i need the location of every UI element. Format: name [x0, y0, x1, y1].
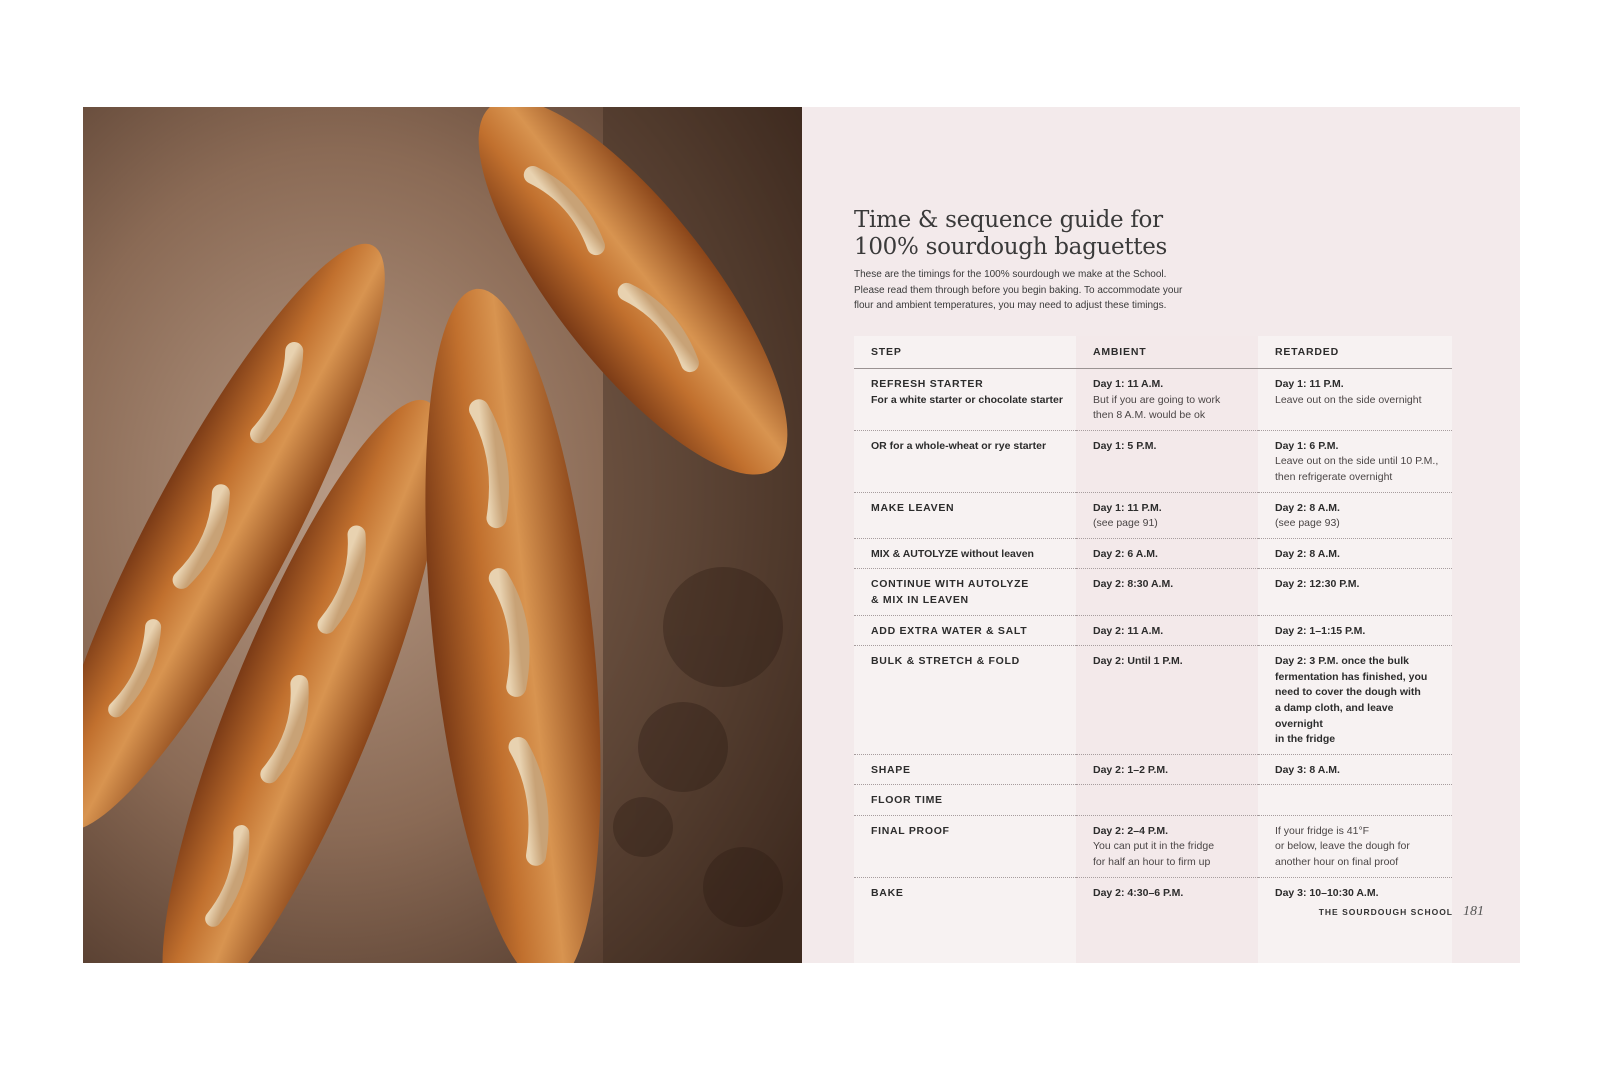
intro-line: Please read them through before you begin baking. To accommodate your [854, 284, 1183, 296]
step-line: BAKE [871, 886, 904, 899]
retarded-line: fermentation has finished, you [1275, 670, 1428, 683]
retarded-line: a damp cloth, and leave overnight [1275, 701, 1394, 730]
retarded-cell [1258, 538, 1452, 569]
book-title: THE SOURDOUGH SCHOOL [1318, 907, 1453, 917]
title-line: 100% sourdough baguettes [854, 234, 1168, 260]
retarded-cell [1258, 646, 1452, 755]
table-row [854, 646, 1452, 755]
ambient-cell [1076, 646, 1258, 755]
step-cell [854, 492, 1076, 538]
table-row [854, 615, 1452, 646]
baguettes-photo [83, 107, 802, 963]
retarded-line: Leave out on the side until 10 P.M., [1275, 455, 1439, 468]
retarded-line: Day 1: 11 P.M. [1275, 378, 1344, 390]
retarded-line: Day 2: 3 P.M. once the bulk [1275, 655, 1410, 668]
step-cell [854, 615, 1076, 646]
retarded-line: in the fridge [1275, 733, 1336, 746]
ambient-cell [1076, 538, 1258, 569]
step-cell [854, 430, 1076, 492]
retarded-line: Day 3: 8 A.M. [1275, 763, 1340, 776]
timing-table-wrapper [854, 336, 1452, 963]
step-cell [854, 538, 1076, 569]
retarded-cell [1258, 569, 1452, 615]
retarded-line: Leave out on the side overnight [1275, 393, 1422, 406]
retarded-cell [1258, 785, 1452, 816]
retarded-line: Day 1: 6 P.M. [1275, 439, 1339, 452]
intro-text [854, 267, 1214, 314]
ambient-line: Day 2: 8:30 A.M. [1093, 578, 1174, 591]
step-cell [854, 754, 1076, 785]
step-line: FLOOR TIME [871, 794, 943, 807]
book-spread [83, 107, 1520, 963]
step-cell [854, 815, 1076, 877]
retarded-line: another hour on final proof [1275, 856, 1399, 869]
ambient-line: Day 2: 2–4 P.M. [1093, 824, 1169, 837]
table-row [854, 785, 1452, 816]
timing-table [854, 336, 1452, 907]
ambient-line: Day 2: 1–2 P.M. [1093, 763, 1169, 776]
intro-line: flour and ambient temperatures, you may need to adjust these timings. [854, 300, 1167, 311]
retarded-cell [1258, 492, 1452, 538]
header-step: STEP [854, 336, 1076, 369]
step-line: & MIX IN LEAVEN [871, 593, 969, 606]
ambient-cell [1076, 369, 1258, 431]
step-line: FINAL PROOF [871, 824, 950, 837]
table-row [854, 538, 1452, 569]
step-line: ADD EXTRA WATER & SALT [871, 624, 1028, 637]
ambient-line: (see page 91) [1093, 517, 1158, 530]
retarded-cell [1258, 754, 1452, 785]
retarded-line: Day 2: 8 A.M. [1275, 501, 1340, 514]
step-cell [854, 369, 1076, 431]
step-line: REFRESH STARTER [871, 378, 984, 390]
step-cell [854, 785, 1076, 816]
retarded-line: need to cover the dough with [1275, 686, 1421, 699]
retarded-line: (see page 93) [1275, 517, 1340, 530]
page-number: 181 [1463, 904, 1484, 919]
page-title [854, 207, 1167, 261]
ambient-line: for half an hour to firm up [1093, 856, 1211, 869]
table-row [854, 369, 1452, 431]
step-cell [854, 877, 1076, 907]
retarded-line: or below, leave the dough for [1275, 840, 1410, 853]
ambient-cell [1076, 815, 1258, 877]
step-line: For a white starter or chocolate starter [871, 393, 1063, 406]
ambient-cell [1076, 492, 1258, 538]
table-row [854, 492, 1452, 538]
ambient-line: Day 2: 11 A.M. [1093, 624, 1164, 637]
ambient-line: Day 1: 11 P.M. [1093, 501, 1162, 514]
ambient-line: Day 1: 11 A.M. [1093, 378, 1164, 390]
intro-line: These are the timings for the 100% sourdough we make at the School. [854, 269, 1167, 280]
retarded-line: If your fridge is 41°F [1275, 824, 1370, 837]
table-row [854, 754, 1452, 785]
page-footer [1319, 904, 1484, 920]
ambient-line: Day 2: 6 A.M. [1093, 547, 1158, 560]
retarded-line: then refrigerate overnight [1275, 470, 1393, 483]
ambient-line: You can put it in the fridge [1093, 840, 1215, 853]
ambient-cell [1076, 877, 1258, 907]
retarded-line: Day 2: 8 A.M. [1275, 547, 1340, 560]
ambient-cell [1076, 430, 1258, 492]
table-row [854, 569, 1452, 615]
header-ambient: AMBIENT [1076, 336, 1258, 369]
retarded-cell [1258, 815, 1452, 877]
ambient-line: But if you are going to work [1093, 393, 1221, 406]
retarded-line: Day 3: 10–10:30 A.M. [1275, 886, 1379, 899]
table-row [854, 430, 1452, 492]
ambient-cell [1076, 615, 1258, 646]
step-line: OR for a whole-wheat or rye starter [871, 439, 1047, 452]
text-page [802, 107, 1520, 963]
retarded-cell [1258, 369, 1452, 431]
step-cell [854, 646, 1076, 755]
retarded-cell [1258, 877, 1452, 907]
retarded-cell [1258, 615, 1452, 646]
ambient-cell [1076, 785, 1258, 816]
ambient-cell [1076, 569, 1258, 615]
retarded-line: Day 2: 1–1:15 P.M. [1275, 624, 1366, 637]
retarded-line: Day 2: 12:30 P.M. [1275, 578, 1360, 591]
step-line: BULK & STRETCH & FOLD [871, 655, 1020, 668]
ambient-cell [1076, 754, 1258, 785]
step-line: SHAPE [871, 763, 911, 776]
ambient-line: Day 2: 4:30–6 P.M. [1093, 886, 1184, 899]
title-line: Time & sequence guide for [854, 207, 1163, 233]
step-cell [854, 569, 1076, 615]
baguettes-illustration [83, 107, 802, 963]
step-line: MAKE LEAVEN [871, 501, 955, 514]
table-row [854, 877, 1452, 907]
table-body [854, 369, 1452, 908]
ambient-line: then 8 A.M. would be ok [1093, 409, 1206, 422]
table-row [854, 815, 1452, 877]
step-line: MIX & AUTOLYZE without leaven [871, 547, 1034, 560]
step-line: CONTINUE WITH AUTOLYZE [871, 578, 1029, 591]
retarded-cell [1258, 430, 1452, 492]
header-retarded: RETARDED [1258, 336, 1452, 369]
table-header-row [854, 336, 1452, 369]
ambient-line: Day 1: 5 P.M. [1093, 439, 1157, 452]
ambient-line: Day 2: Until 1 P.M. [1093, 655, 1183, 668]
